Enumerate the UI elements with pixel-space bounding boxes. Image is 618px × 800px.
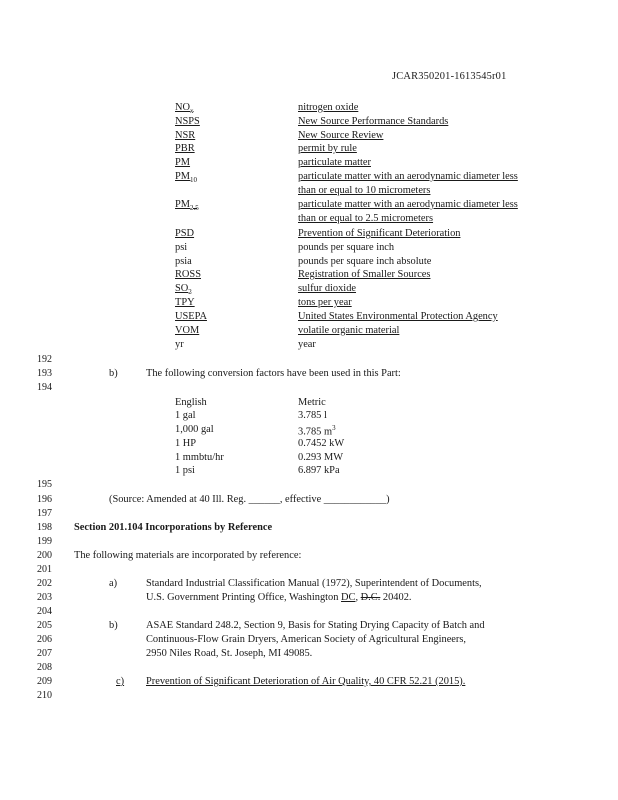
abbr-term: TPY: [175, 297, 195, 308]
abbr-definition: particulate matter with an aerodynamic diameter less: [298, 199, 518, 210]
abbr-definition: Prevention of Significant Deterioration: [298, 228, 461, 239]
abbr-definition: New Source Review: [298, 130, 384, 141]
item-b-text: ASAE Standard 248.2, Section 9, Basis for Stating Drying Capacity of Batch and: [146, 620, 485, 631]
abbr-definition: United States Environmental Protection Agency: [298, 311, 498, 322]
abbr-definition: Registration of Smaller Sources: [298, 269, 431, 280]
line-number: 209: [37, 676, 52, 687]
conversion-english: 1 HP: [175, 438, 197, 449]
conversion-english: 1 psi: [175, 465, 195, 476]
item-a-label: a): [109, 578, 118, 589]
conversion-intro: The following conversion factors have been used in this Part:: [146, 368, 401, 379]
abbr-term: VOM: [175, 325, 200, 336]
line-number: 207: [37, 648, 52, 659]
line-number: 197: [37, 508, 52, 519]
conversion-metric: 0.293 MW: [298, 452, 344, 463]
abbr-term: ROSS: [175, 269, 201, 280]
line-number: 206: [37, 634, 52, 645]
line-number: 208: [37, 662, 52, 673]
line-number: 205: [37, 620, 52, 631]
line-number: 194: [37, 382, 52, 393]
line-number: 202: [37, 578, 52, 589]
abbr-definition: year: [298, 339, 316, 350]
abbr-definition: volatile organic material: [298, 325, 400, 336]
conversion-metric: 0.7452 kW: [298, 438, 345, 449]
abbr-definition: tons per year: [298, 297, 352, 308]
abbr-definition: sulfur dioxide: [298, 283, 357, 294]
conversion-label: b): [109, 368, 118, 379]
abbr-definition: pounds per square inch: [298, 242, 395, 253]
abbr-definition: pounds per square inch absolute: [298, 256, 432, 267]
item-a-text-cont: U.S. Government Printing Office, Washington DC, D.C. 20402.: [146, 592, 412, 603]
abbr-term: $PM_{10}$: [175, 171, 198, 185]
abbr-term: $SO_2$: [175, 283, 192, 297]
line-number: 201: [37, 564, 52, 575]
abbr-term: $NO_x$: [175, 102, 194, 116]
line-number: 203: [37, 592, 52, 603]
abbr-term: yr: [175, 339, 184, 350]
line-number: 199: [37, 536, 52, 547]
section-title: Section 201.104 Incorporations by Reference: [74, 522, 273, 533]
abbr-term: NSPS: [175, 116, 200, 127]
conversion-metric: 3.785 $m^3$: [298, 424, 336, 438]
line-number: 200: [37, 550, 52, 561]
conversion-english-header: English: [175, 397, 207, 408]
abbr-term: PM: [175, 157, 191, 168]
conversion-english: 1,000 gal: [175, 424, 214, 435]
conversion-english: 1 mmbtu/hr: [175, 452, 224, 463]
abbr-term: NSR: [175, 130, 196, 141]
document-id: JCAR350201-1613545r01: [392, 71, 507, 82]
abbr-definition: nitrogen oxide: [298, 102, 359, 113]
item-c-label: c): [116, 676, 125, 687]
conversion-english: 1 gal: [175, 410, 196, 421]
conversion-metric-header: Metric: [298, 397, 326, 408]
abbr-term: PBR: [175, 143, 195, 154]
line-number: 198: [37, 522, 52, 533]
item-c-text: Prevention of Significant Deterioration of Air Quality, 40 CFR 52.21 (2015).: [146, 676, 466, 687]
item-b-text-cont: Continuous-Flow Grain Dryers, American Society of Agricultural Engineers,: [146, 634, 467, 645]
line-number: 210: [37, 690, 52, 701]
abbr-term: USEPA: [175, 311, 207, 322]
abbr-definition: particulate matter with an aerodynamic diameter less: [298, 171, 518, 182]
line-number: 196: [37, 494, 52, 505]
line-number: 204: [37, 606, 52, 617]
line-number: 192: [37, 354, 52, 365]
conversion-metric: 3.785 l: [298, 410, 327, 421]
source-note: (Source: Amended at 40 Ill. Reg. ______, effective ____________): [109, 494, 390, 505]
abbr-definition: permit by rule: [298, 143, 357, 154]
abbr-term: PSD: [175, 228, 195, 239]
line-number: 193: [37, 368, 52, 379]
abbr-term: psia: [175, 256, 192, 267]
item-b-text-cont: 2950 Niles Road, St. Joseph, MI 49085.: [146, 648, 313, 659]
item-b-label: b): [109, 620, 118, 631]
abbr-definition: New Source Performance Standards: [298, 116, 449, 127]
line-number: 195: [37, 479, 52, 490]
abbr-term: $PM_{2.5}$: [175, 199, 199, 213]
abbr-term: psi: [175, 242, 188, 253]
abbr-definition-cont: than or equal to 2.5 micrometers: [298, 213, 434, 224]
conversion-metric: 6.897 kPa: [298, 465, 340, 476]
deleted-text: D.C.: [360, 592, 381, 603]
inserted-text: DC: [341, 592, 356, 603]
section-intro: The following materials are incorporated by reference:: [74, 550, 302, 561]
abbr-definition-cont: than or equal to 10 micrometers: [298, 185, 431, 196]
item-a-text: Standard Industrial Classification Manual (1972), Superintendent of Documents,: [146, 578, 482, 589]
abbr-definition: particulate matter: [298, 157, 371, 168]
